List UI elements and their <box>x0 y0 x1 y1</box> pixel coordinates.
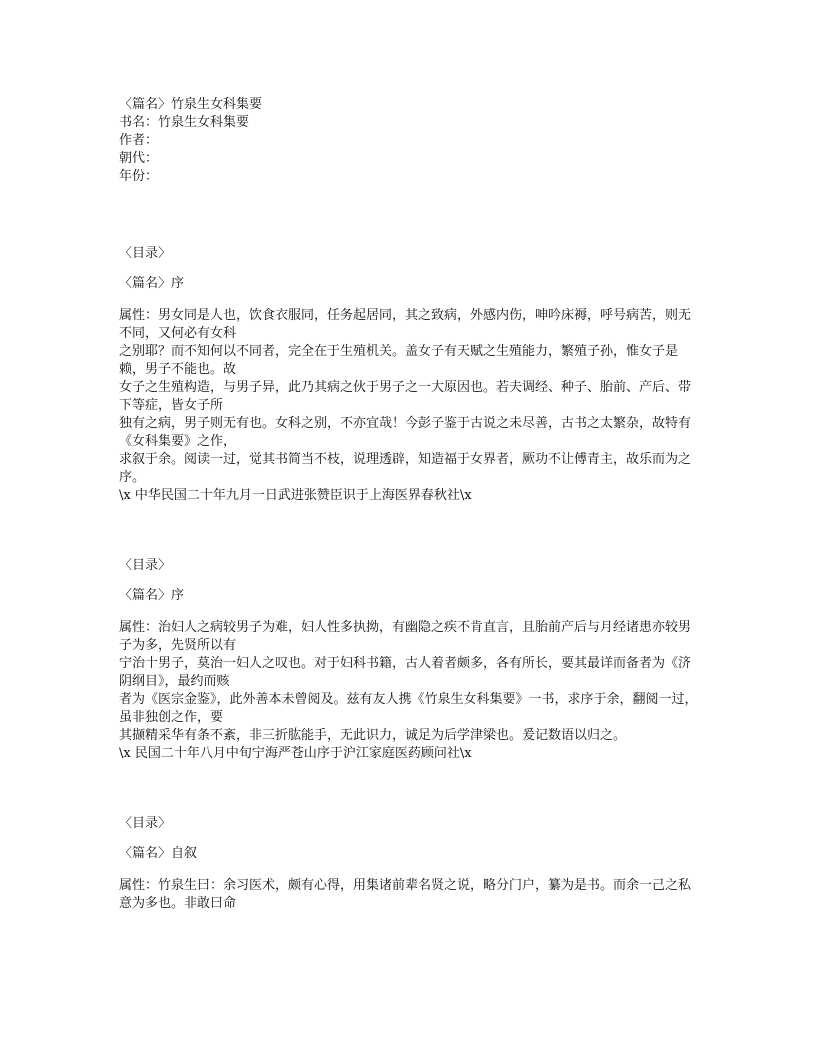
body-line: 属性：竹泉生曰：余习医术，颇有心得，用集诸前辈名贤之说，略分门户，纂为是书。而余一己之私意为多也。非敢曰命 <box>119 878 692 911</box>
chapter-title: 〈篇名〉序 <box>119 588 185 603</box>
spacer <box>119 605 699 619</box>
toc-marker: 〈目录〉 <box>119 246 172 261</box>
preface-section-2 <box>119 557 699 763</box>
dynasty-line: 朝代： <box>119 151 159 166</box>
body-line: 女子之生殖构造，与男子异，此乃其病之伙于男子之一大原因也。若夫调经、种子、胎前、产后、带下等症，皆女子所 <box>119 380 692 413</box>
document-page <box>119 96 699 913</box>
spacer <box>119 863 699 877</box>
spacer <box>119 293 699 307</box>
body-line: 之别耶？而不知何以不同者，完全在于生殖机关。盖女子有天赋之生殖能力，繁殖子孙，惟女子是赖，男子不能也。故 <box>119 344 679 377</box>
body-line: 其撷精采华有条不紊，非三折肱能手，无此识力，诚足为后学津梁也。爰记数语以归之。 <box>119 728 627 743</box>
chapter-title: 〈篇名〉自叙 <box>119 846 198 861</box>
body-line: 属性：男女同是人也，饮食衣服同，任务起居同，其之致病，外感内伤，呻吟床褥，呼号病苦，则无不同，又何必有女科 <box>119 308 692 341</box>
self-preface-section <box>119 815 699 913</box>
book-metadata <box>119 96 699 186</box>
body-line: 求叙于余。阅读一过，觉其书简当不枝，说理透辟，知造福于女界者，厥功不让傅青主，故乐而为之序。 <box>119 452 692 485</box>
year-line: 年份： <box>119 169 159 184</box>
toc-marker: 〈目录〉 <box>119 558 172 573</box>
body-line: 属性：治妇人之病较男子为难，妇人性多执拗，有幽隐之疾不肯直言，且胎前产后与月经诸患亦较男子为多，先贤所以有 <box>119 620 692 653</box>
spacer <box>119 263 699 275</box>
preface-section-1 <box>119 245 699 505</box>
spacer <box>119 186 699 245</box>
body-line: 独有之病，男子则无有也。女科之别，不亦宜哉！今彭子鉴于古说之未尽善，古书之太繁杂，故特有《女科集要》之作， <box>119 416 692 449</box>
chapter-title: 〈篇名〉序 <box>119 276 185 291</box>
toc-marker: 〈目录〉 <box>119 816 172 831</box>
body-line: 者为《医宗金鉴》，此外善本未曾阅及。兹有友人携《竹泉生女科集要》一书，求序于余，翻阅一过，虽非独创之作，要 <box>119 692 698 725</box>
spacer <box>119 575 699 587</box>
signature-line: \x 中华民国二十年九月一日武进张赞臣识于上海医界春秋社\x <box>119 488 472 503</box>
book-title-line: 〈篇名〉竹泉生女科集要 <box>119 97 263 112</box>
spacer <box>119 505 699 557</box>
signature-line: \x 民国二十年八月中旬宁海严苍山序于沪江家庭医药顾问社\x <box>119 746 472 761</box>
spacer <box>119 833 699 845</box>
spacer <box>119 763 699 815</box>
body-line: 宁治十男子，莫治一妇人之叹也。对于妇科书籍，古人着者颇多，各有所长，要其最详而备者为《济阴纲目》，最约而赅 <box>119 656 692 689</box>
book-name-line: 书名：竹泉生女科集要 <box>119 115 250 130</box>
author-line: 作者： <box>119 133 159 148</box>
